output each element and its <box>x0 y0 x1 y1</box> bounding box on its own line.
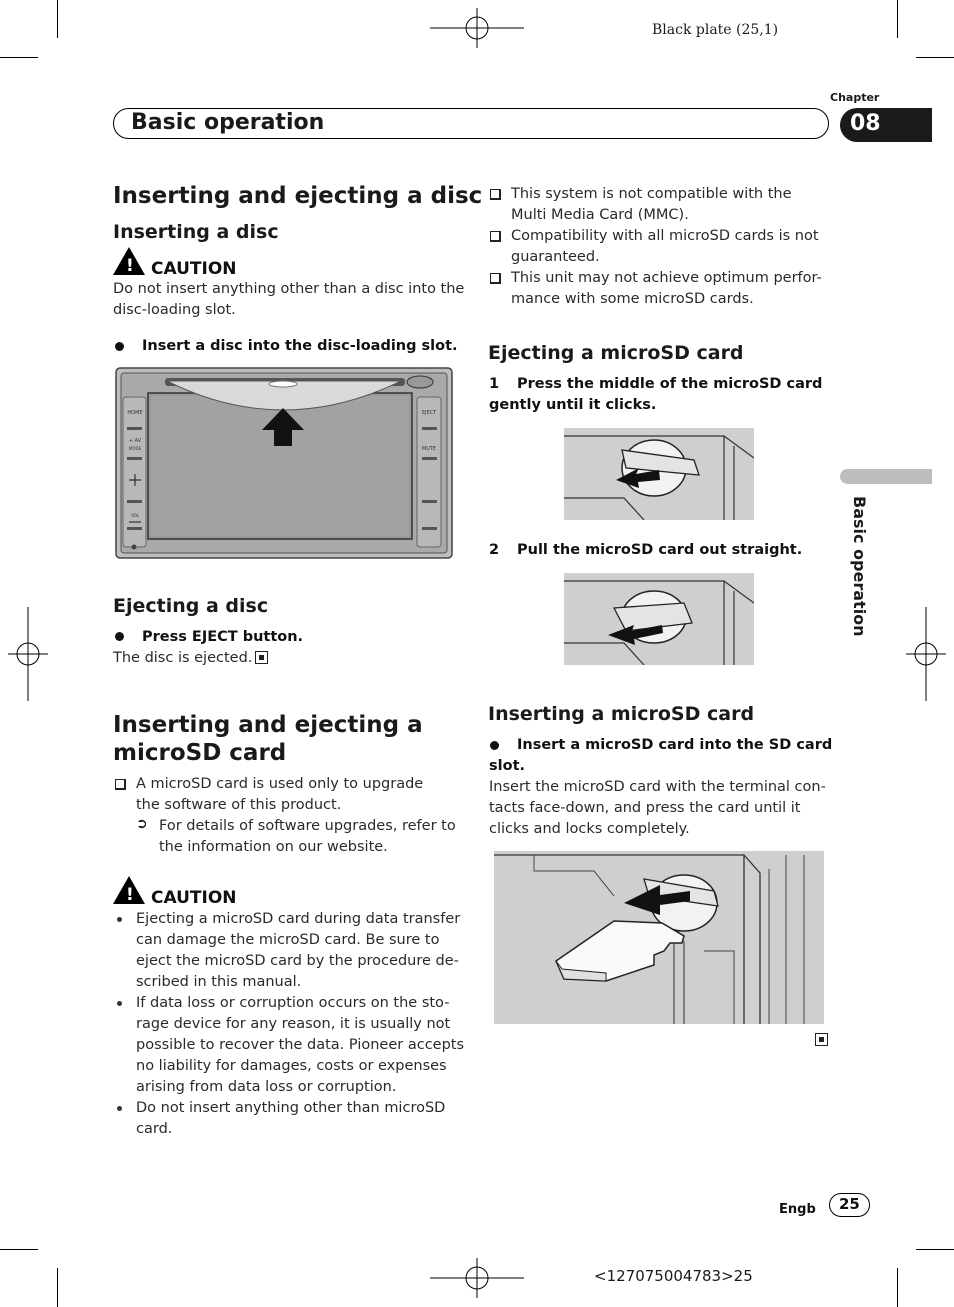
note-text: mance with some microSD cards. <box>511 291 754 307</box>
unit-label: HOME <box>127 410 143 416</box>
caution-text: possible to recover the data. Pioneer accepts <box>136 1037 465 1053</box>
language-code: Engb <box>779 1202 816 1217</box>
note-text: A microSD card is used only to upgrade <box>136 776 424 792</box>
unit-label: MUTE <box>421 446 437 452</box>
crop-mark <box>57 0 58 38</box>
caution-text: no liability for damages, costs or expenses <box>136 1058 447 1074</box>
subnote-text: For details of software upgrades, refer to <box>159 818 456 834</box>
note-text: This system is not compatible with the <box>511 186 792 202</box>
caution-text: arising from data loss or corruption. <box>136 1079 397 1095</box>
plate-info: Black plate (25,1) <box>652 22 779 38</box>
note-bullet-icon <box>490 273 501 284</box>
step-text: gently until it clicks. <box>489 397 657 413</box>
crop-mark <box>916 57 954 58</box>
note-text: guaranteed. <box>511 249 600 265</box>
step-text: Insert a microSD card into the SD card <box>517 737 833 753</box>
note-text: the software of this product. <box>136 797 342 813</box>
subsection-heading: Ejecting a disc <box>113 595 269 617</box>
chapter-label: Chapter <box>830 91 880 104</box>
step-text: Pull the microSD card out straight. <box>517 542 803 558</box>
section-heading: microSD card <box>113 740 287 766</box>
caution-icon: ! <box>126 885 134 905</box>
caution-text: card. <box>136 1121 173 1137</box>
crop-mark <box>897 1268 898 1307</box>
caution-text: scribed in this manual. <box>136 974 302 990</box>
subsection-heading: Inserting a disc <box>113 221 279 243</box>
head-unit-illustration <box>115 367 453 559</box>
caution-label: CAUTION <box>151 888 237 908</box>
subnote-text: the information on our website. <box>159 839 388 855</box>
note-bullet-icon <box>490 231 501 242</box>
crop-mark <box>916 1249 954 1250</box>
step-number: 2 <box>489 542 500 558</box>
registration-mark-icon <box>430 1258 524 1298</box>
registration-mark-icon <box>8 607 48 701</box>
section-heading: Inserting and ejecting a disc <box>113 183 483 209</box>
step-text: Press the middle of the microSD card <box>517 376 823 392</box>
caution-text: Ejecting a microSD card during data transfer <box>136 911 461 927</box>
step-text: slot. <box>489 758 526 774</box>
caution-text: can damage the microSD card. Be sure to <box>136 932 440 948</box>
microsd-press-illustration <box>564 428 754 520</box>
bullet <box>117 1001 122 1006</box>
registration-mark-icon <box>906 607 946 701</box>
end-mark-icon <box>815 1033 828 1046</box>
caution-label: CAUTION <box>151 259 237 279</box>
note-text: Compatibility with all microSD cards is not <box>511 228 819 244</box>
body-text: The disc is ejected. <box>113 650 253 666</box>
page-title: Basic operation <box>131 110 325 135</box>
side-tab-label: Basic operation <box>850 496 869 637</box>
caution-text: If data loss or corruption occurs on the sto- <box>136 995 450 1011</box>
bullet <box>117 1106 122 1111</box>
print-code: <127075004783>25 <box>594 1267 753 1285</box>
chapter-number: 08 <box>850 111 881 136</box>
caution-text: Do not insert anything other than a disc into the <box>113 281 465 297</box>
bullet <box>117 917 122 922</box>
note-text: This unit may not achieve optimum perfor- <box>511 270 822 286</box>
body-text: clicks and locks completely. <box>489 821 690 837</box>
side-tab-bar <box>840 469 932 484</box>
caution-text: disc-loading slot. <box>113 302 236 318</box>
unit-label: + AV <box>128 438 142 444</box>
subsection-heading: Ejecting a microSD card <box>488 342 744 364</box>
microsd-pull-illustration <box>564 573 754 665</box>
bullet <box>115 342 124 351</box>
reference-arrow-icon: ➲ <box>136 816 148 832</box>
bullet <box>490 741 499 750</box>
section-heading: Inserting and ejecting a <box>113 712 423 738</box>
end-mark-icon <box>255 651 268 664</box>
crop-mark <box>0 1249 38 1250</box>
unit-label: EJECT <box>421 410 437 416</box>
crop-mark <box>897 0 898 38</box>
body-text: tacts face-down, and press the card until it <box>489 800 801 816</box>
crop-mark <box>0 57 38 58</box>
caution-text: eject the microSD card by the procedure de- <box>136 953 459 969</box>
registration-mark-icon <box>430 8 524 48</box>
step-text: Press EJECT button. <box>142 629 304 645</box>
body-text: Insert the microSD card with the terminal con- <box>489 779 826 795</box>
crop-mark <box>57 1268 58 1307</box>
caution-text: rage device for any reason, it is usually not <box>136 1016 451 1032</box>
step-text: Insert a disc into the disc-loading slot. <box>142 338 458 354</box>
subsection-heading: Inserting a microSD card <box>488 703 755 725</box>
bullet <box>115 632 124 641</box>
step-number: 1 <box>489 376 500 392</box>
unit-label: MODE <box>128 446 142 451</box>
note-bullet-icon <box>115 779 126 790</box>
caution-icon: ! <box>126 256 134 276</box>
microsd-insert-illustration <box>494 851 824 1024</box>
page-number: 25 <box>839 1195 860 1213</box>
note-bullet-icon <box>490 189 501 200</box>
unit-label: VOL <box>130 513 140 518</box>
note-text: Multi Media Card (MMC). <box>511 207 689 223</box>
caution-text: Do not insert anything other than microSD <box>136 1100 446 1116</box>
